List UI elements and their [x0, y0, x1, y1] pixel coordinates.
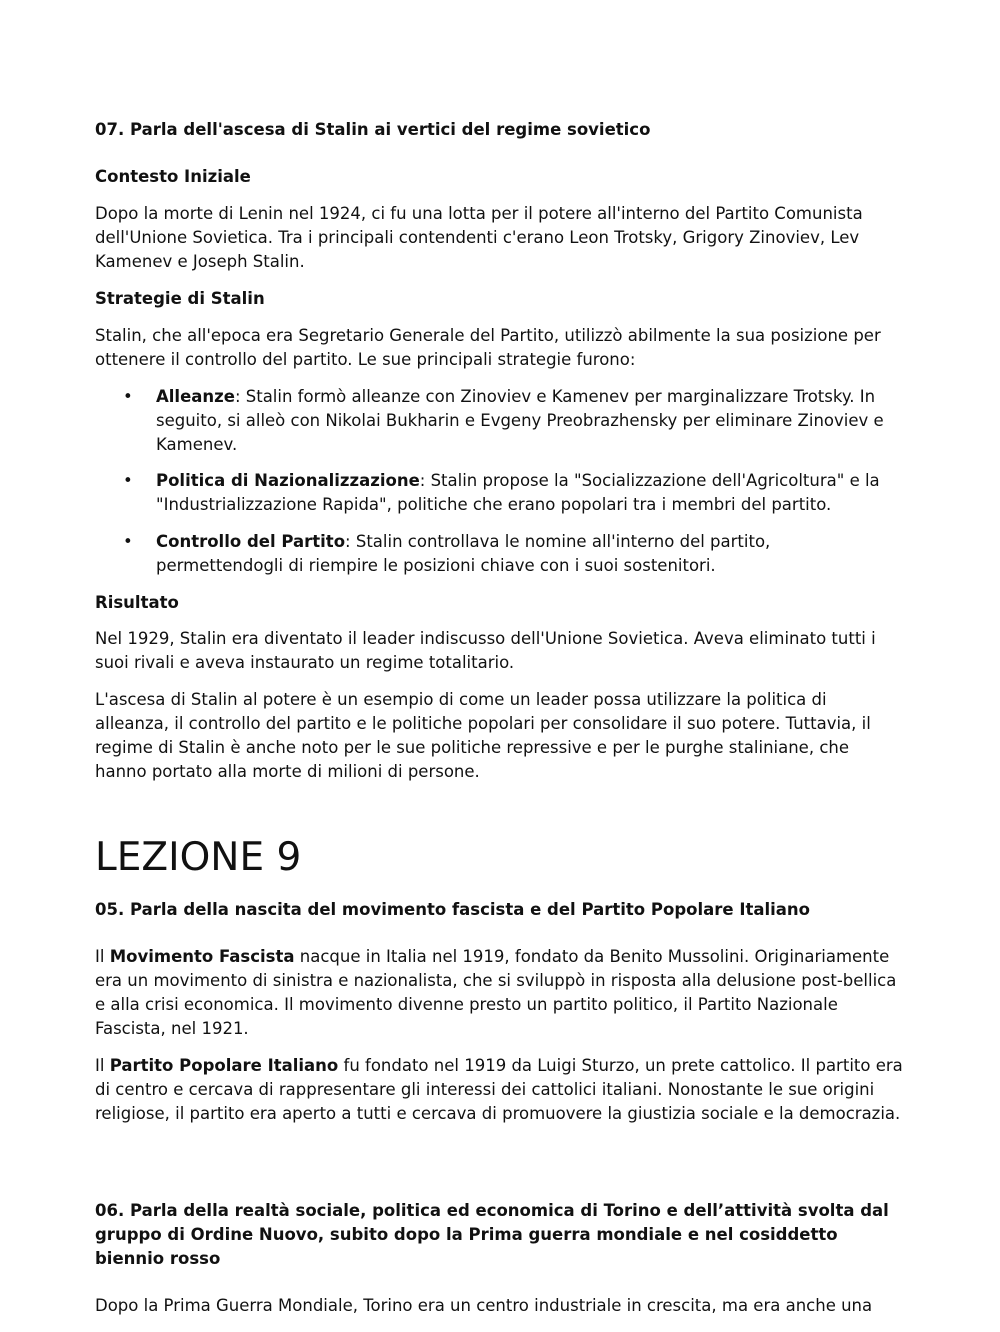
- paragraph-text: fu fondato nel 1919 da Luigi Sturzo, un prete cattolico. Il partito era di centro e cercava di rappresentare gli interessi dei cattolici italiani. Nonostante le sue origini religiose, il partito era aperto a tutti e cercava di promuovere la giustizia sociale e la democrazia.: [95, 1056, 903, 1123]
- list-item-text: : Stalin controllava le nomine all'interno del partito, permettendogli di riempire le posizioni chiave con i suoi sostenitori.: [156, 532, 771, 575]
- list-item-content: [156, 530, 901, 578]
- bullet-icon: •: [123, 387, 133, 406]
- popular-party-paragraph: [95, 1054, 905, 1126]
- result-paragraph-2: L'ascesa di Stalin al potere è un esempio di come un leader possa utilizzare la politica di alleanza, il controllo del partito e le politiche popolari per consolidare il suo potere. Tuttavia, il regime di Stalin è anche noto per le sue politiche repressive e per le purghe staliniane, che hanno portato alla morte di milioni di persone.: [95, 690, 871, 781]
- question-07-title: 07. Parla dell'ascesa di Stalin ai vertici del regime sovietico: [95, 120, 651, 139]
- list-item-label: Politica di Nazionalizzazione: [156, 471, 420, 490]
- bullet-icon: •: [123, 471, 133, 490]
- list-item-label: Alleanze: [156, 387, 235, 406]
- fascist-movement-paragraph: [95, 945, 905, 1041]
- turin-paragraph: Dopo la Prima Guerra Mondiale, Torino era un centro industriale in crescita, ma era anche una: [95, 1296, 873, 1315]
- list-item-text: : Stalin formò alleanze con Zinoviev e Kamenev per marginalizzare Trotsky. In seguito, si alleò con Nikolai Bukharin e Evgeny Preobrazhensky per eliminare Zinoviev e Kamenev.: [156, 387, 884, 454]
- result-heading: Risultato: [95, 593, 179, 612]
- lesson-title: LEZIONE 9: [95, 835, 302, 880]
- strategies-intro: Stalin, che all'epoca era Segretario Generale del Partito, utilizzò abilmente la sua posizione per ottenere il controllo del partito. Le sue principali strategie furono:: [95, 326, 881, 369]
- paragraph-prefix: Il: [95, 1056, 110, 1075]
- question-05-title: 05. Parla della nascita del movimento fascista e del Partito Popolare Italiano: [95, 900, 811, 919]
- list-item-content: [156, 469, 901, 517]
- paragraph-prefix: Il: [95, 947, 110, 966]
- list-item-label: Controllo del Partito: [156, 532, 346, 551]
- question-06-title: 06. Parla della realtà sociale, politica ed economica di Torino e dell’attività svolta dal gruppo di Ordine Nuovo, subito dopo la Prima guerra mondiale e nel cosiddetto biennio rosso: [95, 1201, 889, 1268]
- list-item-text: : Stalin propose la "Socializzazione dell'Agricoltura" e la "Industrializzazione Rapida", politiche che erano popolari tra i membri del partito.: [156, 471, 880, 514]
- paragraph-text: nacque in Italia nel 1919, fondato da Benito Mussolini. Originariamente era un movimento di sinistra e nazionalista, che si sviluppò in risposta alla delusione post-bellica e alla crisi economica. Il movimento divenne presto un partito politico, il Partito Nazionale Fascista, nel 1921.: [95, 947, 897, 1038]
- bullet-icon: •: [123, 532, 133, 551]
- list-item-content: [156, 385, 901, 457]
- fascist-movement-term: Movimento Fascista: [109, 947, 295, 966]
- popular-party-term: Partito Popolare Italiano: [109, 1056, 339, 1075]
- result-paragraph-1: Nel 1929, Stalin era diventato il leader indiscusso dell'Unione Sovietica. Aveva eliminato tutti i suoi rivali e aveva instaurato un regime totalitario.: [95, 629, 876, 672]
- context-heading: Contesto Iniziale: [95, 167, 251, 186]
- context-paragraph: Dopo la morte di Lenin nel 1924, ci fu una lotta per il potere all'interno del Partito Comunista dell'Unione Sovietica. Tra i principali contendenti c'erano Leon Trotsky, Grigory Zinoviev, Lev Kamenev e Joseph Stalin.: [95, 204, 863, 271]
- strategies-heading: Strategie di Stalin: [95, 289, 265, 308]
